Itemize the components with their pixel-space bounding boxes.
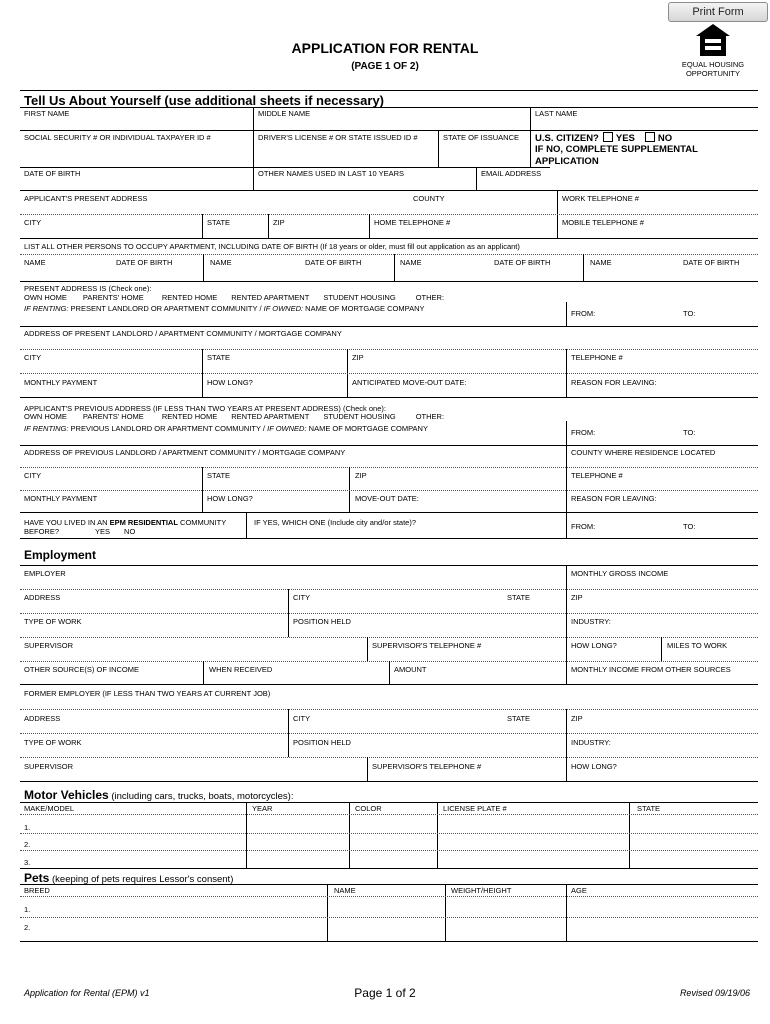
former-zip-label: ZIP (571, 714, 583, 723)
pet-row-1: 1. (24, 905, 31, 914)
occupant-dob-label: DATE OF BIRTH (683, 258, 740, 267)
landlord-city-label: CITY (24, 353, 42, 362)
prev-phone-label: TELEPHONE # (571, 471, 623, 480)
vehicle-row-3: 3. (24, 858, 31, 867)
previous-from-label: FROM: (571, 428, 596, 437)
age-label: AGE (571, 886, 587, 895)
employer-city-label: CITY (293, 593, 311, 602)
previous-landlord-label: IF RENTING: PREVIOUS LANDLORD OR APARTMENT COMMUNITY / IF OWNED: NAME OF MORTGAGE COMPANY (24, 424, 428, 433)
county-residence-label: COUNTY WHERE RESIDENCE LOCATED (571, 448, 716, 457)
occupant-dob-label: DATE OF BIRTH (494, 258, 551, 267)
landlord-zip-label: ZIP (352, 353, 364, 362)
email-label: EMAIL ADDRESS (481, 169, 542, 178)
vehicle-row-1: 1. (24, 823, 31, 832)
other-income-label: OTHER SOURCE(S) OF INCOME (24, 665, 140, 674)
citizen-note-2: APPLICATION (535, 156, 599, 167)
other-names-label: OTHER NAMES USED IN LAST 10 YEARS (258, 169, 405, 178)
make-model-label: MAKE/MODEL (24, 804, 75, 813)
miles-to-work-label: MILES TO WORK (667, 641, 728, 650)
city-label: CITY (24, 218, 42, 227)
equal-housing-label: EQUAL HOUSING OPPORTUNITY (681, 60, 745, 78)
vehicles-section-title: Motor Vehicles (including cars, trucks, boats, motorcycles): (24, 788, 294, 802)
reason-label: REASON FOR LEAVING: (571, 378, 657, 387)
color-label: COLOR (355, 804, 382, 813)
first-name-label: FIRST NAME (24, 109, 70, 118)
gross-income-label: MONTHLY GROSS INCOME (571, 569, 669, 578)
residence-options: OWN HOME PARENTS' HOME RENTED HOME RENTED APARTMENT STUDENT HOUSING OTHER: (24, 293, 445, 302)
former-position-label: POSITION HELD (293, 738, 351, 747)
supervisor-phone-label: SUPERVISOR'S TELEPHONE # (372, 641, 482, 650)
present-landlord-label: IF RENTING: PRESENT LANDLORD OR APARTMENT COMMUNITY / IF OWNED: NAME OF MORTGAGE COMPANY (24, 304, 425, 313)
equal-housing-icon (694, 22, 732, 58)
former-employer-label: FORMER EMPLOYER (IF LESS THAN TWO YEARS AT CURRENT JOB) (24, 689, 271, 698)
present-from-label: FROM: (571, 309, 596, 318)
citizen-note: IF NO, COMPLETE SUPPLEMENTAL (535, 144, 698, 155)
state-label: STATE (207, 218, 231, 227)
prev-zip-label: ZIP (355, 471, 367, 480)
supervisor-label: SUPERVISOR (24, 641, 74, 650)
citizen-question: U.S. CITIZEN? YES NO (535, 133, 673, 144)
epm-before: BEFORE? YES NO (24, 527, 136, 536)
pet-row-2: 2. (24, 923, 31, 932)
epm-question: HAVE YOU LIVED IN AN EPM RESIDENTIAL COMMUNITY (24, 518, 227, 527)
landlord-address-label: ADDRESS OF PRESENT LANDLORD / APARTMENT COMMUNITY / MORTGAGE COMPANY (24, 329, 342, 338)
mobile-phone-label: MOBILE TELEPHONE # (562, 218, 644, 227)
former-industry-label: INDUSTRY: (571, 738, 611, 747)
employer-address-label: ADDRESS (24, 593, 61, 602)
how-long-label: HOW LONG? (207, 378, 253, 387)
occupant-dob-label: DATE OF BIRTH (116, 258, 173, 267)
when-received-label: WHEN RECEIVED (209, 665, 273, 674)
occupants-label: LIST ALL OTHER PERSONS TO OCCUPY APARTMENT, INCLUDING DATE OF BIRTH (If 18 years or older, must fill out application as an applicant) (24, 242, 520, 251)
previous-options: OWN HOME PARENTS' HOME RENTED HOME RENTED APARTMENT STUDENT HOUSING OTHER: (24, 412, 445, 421)
industry-label: INDUSTRY: (571, 617, 611, 626)
previous-address-label: APPLICANT'S PREVIOUS ADDRESS (IF LESS THAN TWO YEARS AT PRESENT ADDRESS) (Check one): (24, 404, 386, 413)
position-label: POSITION HELD (293, 617, 351, 626)
monthly-payment-label: MONTHLY PAYMENT (24, 378, 98, 387)
work-phone-label: WORK TELEPHONE # (562, 194, 639, 203)
how-long-employed-label: HOW LONG? (571, 641, 617, 650)
landlord-phone-label: TELEPHONE # (571, 353, 623, 362)
move-out-label: ANTICIPATED MOVE-OUT DATE: (352, 378, 467, 387)
other-monthly-income-label: MONTHLY INCOME FROM OTHER SOURCES (571, 665, 731, 674)
pets-section-title: Pets (keeping of pets requires Lessor's consent) (24, 871, 234, 885)
dob-label: DATE OF BIRTH (24, 169, 81, 178)
occupant-name-label: NAME (400, 258, 422, 267)
breed-label: BREED (24, 886, 50, 895)
former-how-long-label: HOW LONG? (571, 762, 617, 771)
prev-how-long-label: HOW LONG? (207, 494, 253, 503)
amount-label: AMOUNT (394, 665, 427, 674)
citizen-yes-checkbox[interactable] (603, 132, 613, 142)
former-type-of-work-label: TYPE OF WORK (24, 738, 82, 747)
page-subtitle: (PAGE 1 OF 2) (351, 61, 419, 72)
present-to-label: TO: (683, 309, 696, 318)
present-address-is-label: PRESENT ADDRESS IS (Check one): (24, 284, 152, 293)
epm-to-label: TO: (683, 522, 696, 531)
plate-label: LICENSE PLATE # (443, 804, 507, 813)
employer-label: EMPLOYER (24, 569, 66, 578)
landlord-state-label: STATE (207, 353, 231, 362)
epm-from-label: FROM: (571, 522, 596, 531)
occupant-name-label: NAME (210, 258, 232, 267)
employer-state-label: STATE (507, 593, 531, 602)
state-issuance-label: STATE OF ISSUANCE (443, 133, 519, 142)
type-of-work-label: TYPE OF WORK (24, 617, 82, 626)
former-state-label: STATE (507, 714, 531, 723)
middle-name-label: MIDDLE NAME (258, 109, 311, 118)
zip-label: ZIP (273, 218, 285, 227)
citizen-no-checkbox[interactable] (645, 132, 655, 142)
employment-section-title: Employment (24, 548, 97, 562)
former-supervisor-phone-label: SUPERVISOR'S TELEPHONE # (372, 762, 482, 771)
former-city-label: CITY (293, 714, 311, 723)
occupant-name-label: NAME (24, 258, 46, 267)
home-phone-label: HOME TELEPHONE # (374, 218, 451, 227)
ssn-label: SOCIAL SECURITY # OR INDIVIDUAL TAXPAYER ID # (24, 133, 211, 142)
epm-which-label: IF YES, WHICH ONE (Include city and/or state)? (254, 518, 416, 527)
prev-state-label: STATE (207, 471, 231, 480)
footer-form-id: Application for Rental (EPM) v1 (24, 988, 150, 998)
prev-landlord-address-label: ADDRESS OF PREVIOUS LANDLORD / APARTMENT COMMUNITY / MORTGAGE COMPANY (24, 448, 346, 457)
license-label: DRIVER'S LICENSE # OR STATE ISSUED ID # (258, 133, 418, 142)
prev-reason-label: REASON FOR LEAVING: (571, 494, 657, 503)
about-section-title: Tell Us About Yourself (use additional sheets if necessary) (24, 93, 385, 108)
former-address-label: ADDRESS (24, 714, 61, 723)
present-address-label: APPLICANT'S PRESENT ADDRESS (24, 194, 148, 203)
vehicle-row-2: 2. (24, 840, 31, 849)
page-title: APPLICATION FOR RENTAL (291, 40, 479, 56)
occupant-name-label: NAME (590, 258, 612, 267)
weight-label: WEIGHT/HEIGHT (451, 886, 512, 895)
last-name-label: LAST NAME (535, 109, 578, 118)
prev-monthly-payment-label: MONTHLY PAYMENT (24, 494, 98, 503)
vehicle-state-label: STATE (637, 804, 661, 813)
occupant-dob-label: DATE OF BIRTH (305, 258, 362, 267)
print-form-button[interactable]: Print Form (668, 2, 768, 22)
prev-city-label: CITY (24, 471, 42, 480)
year-label: YEAR (252, 804, 273, 813)
pet-name-label: NAME (334, 886, 356, 895)
former-supervisor-label: SUPERVISOR (24, 762, 74, 771)
page-number: Page 1 of 2 (354, 986, 416, 1000)
employer-zip-label: ZIP (571, 593, 583, 602)
footer-revised: Revised 09/19/06 (679, 988, 750, 998)
county-label: COUNTY (413, 194, 445, 203)
prev-move-out-label: MOVE-OUT DATE: (355, 494, 419, 503)
previous-to-label: TO: (683, 428, 696, 437)
